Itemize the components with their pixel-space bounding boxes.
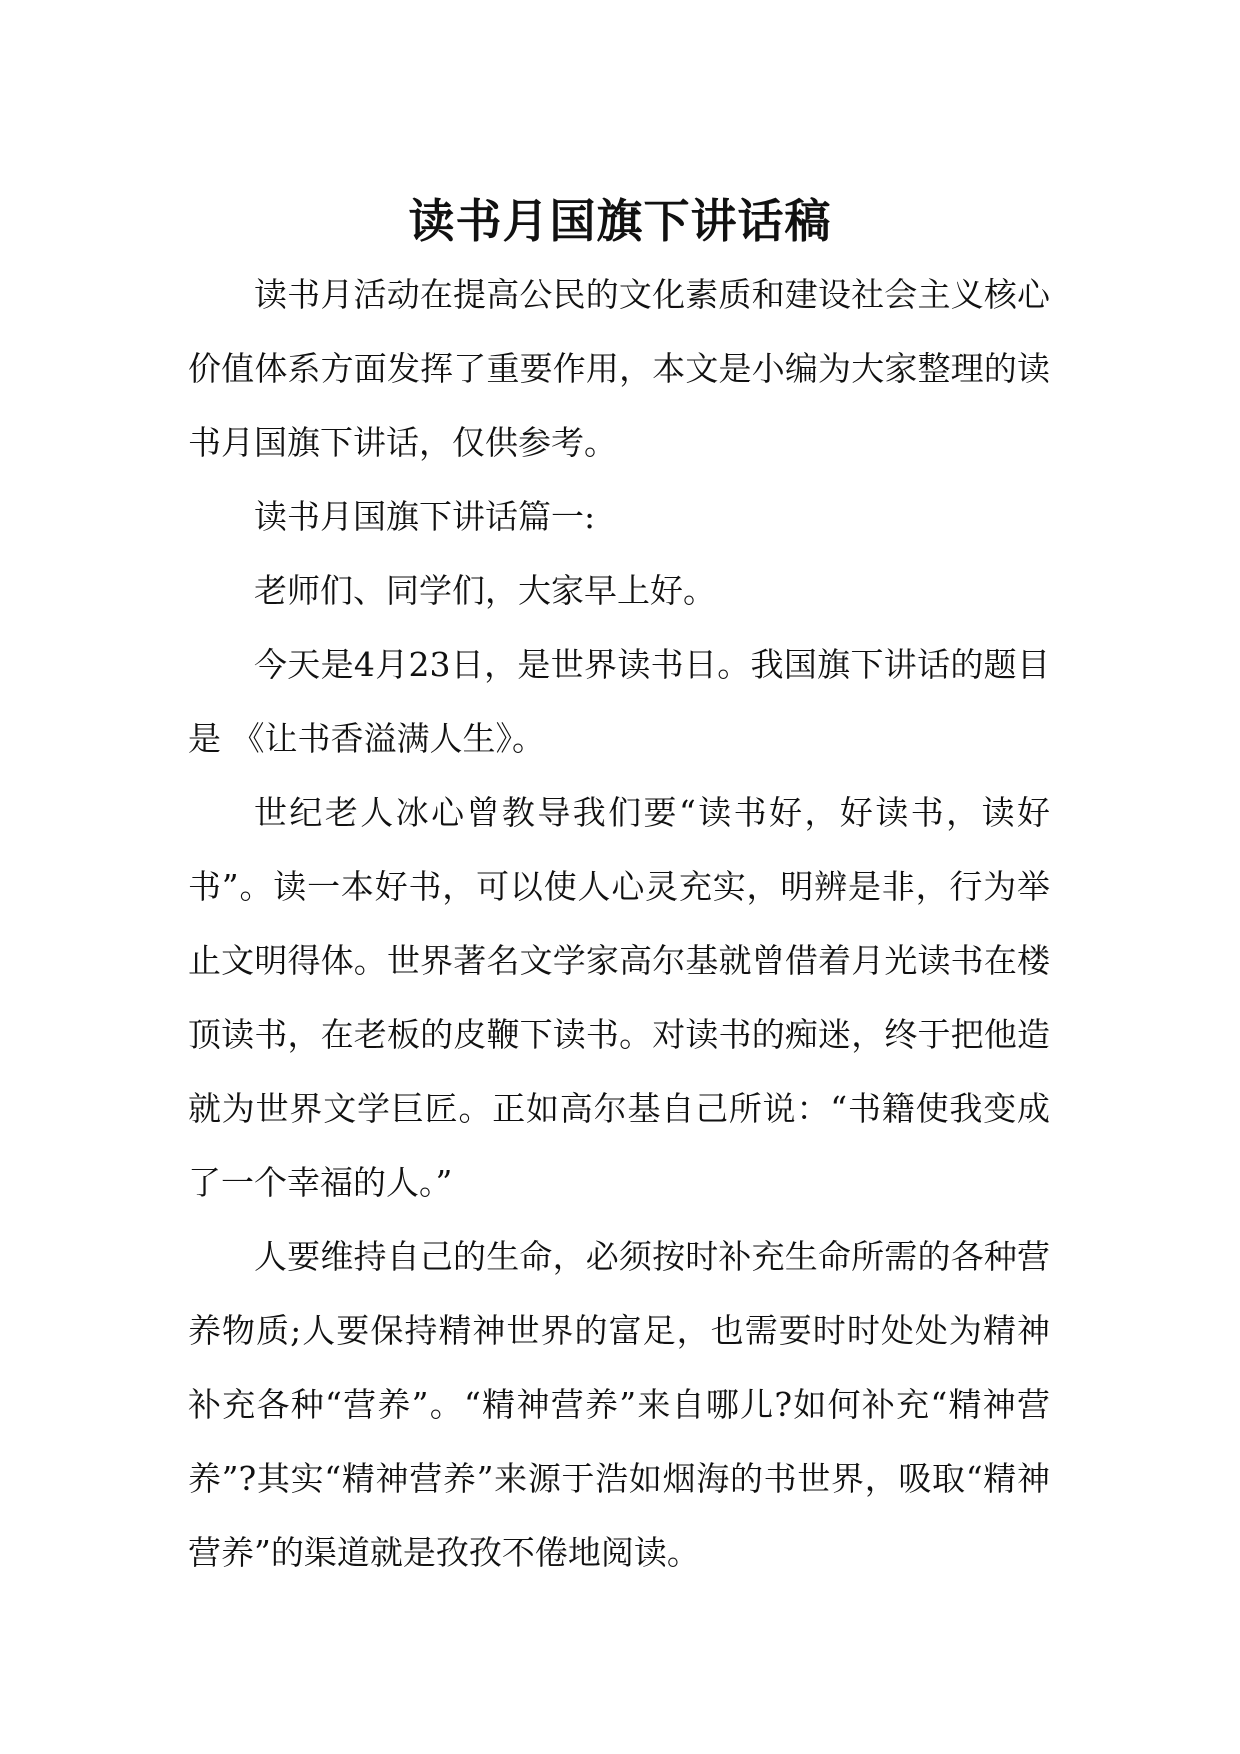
paragraph-bingxin-gorky: 世纪老人冰心曾教导我们要“读书好，好读书，读好书”。读一本好书，可以使人心灵充实，明辨是非，行为举止文明得体。世界著名文学家高尔基就曾借着月光读书在楼顶读书，在老板的皮鞭下读书。对读书的痴迷，终于把他造就为世界文学巨匠。正如高尔基自己所说：“书籍使我变成了一个幸福的人。” xyxy=(188,793,1050,1202)
paragraph-topic: 今天是4月23日，是世界读书日。我国旗下讲话的题目是 《让书香溢满人生》。 xyxy=(188,645,1050,758)
paragraph-greeting: 老师们、同学们，大家早上好。 xyxy=(254,571,716,610)
paragraph-spiritual-nutrition: 人要维持自己的生命，必须按时补充生命所需的各种营养物质;人要保持精神世界的富足，也需要时时处处为精神补充各种“营养”。“精神营养”来自哪儿?如何补充“精神营养”?其实“精神营养”来源于浩如烟海的书世界，吸取“精神营养”的渠道就是孜孜不倦地阅读。 xyxy=(188,1237,1050,1572)
document-body xyxy=(188,258,1050,1590)
paragraph-section-heading: 读书月国旗下讲话篇一: xyxy=(254,497,596,536)
paragraph-intro: 读书月活动在提高公民的文化素质和建设社会主义核心价值体系方面发挥了重要作用，本文是小编为大家整理的读书月国旗下讲话，仅供参考。 xyxy=(188,275,1050,462)
page-title: 读书月国旗下讲话稿 xyxy=(408,193,832,248)
